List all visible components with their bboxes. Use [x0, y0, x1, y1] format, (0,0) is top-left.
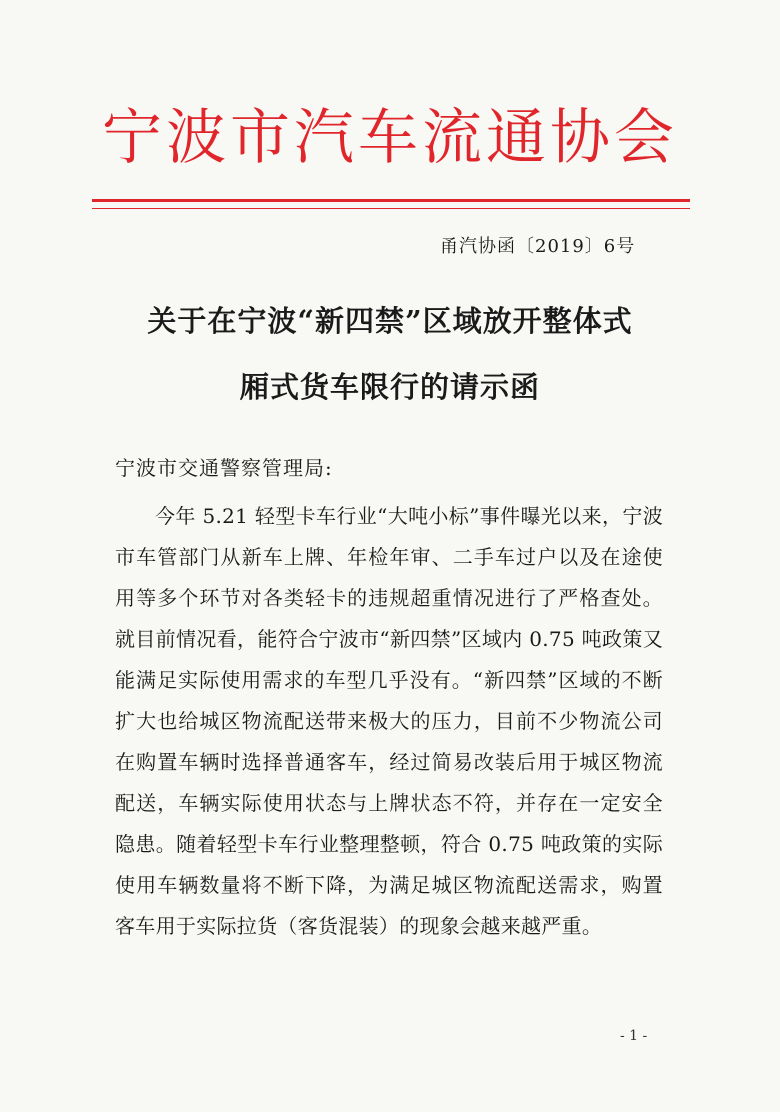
masthead-rule-thin [92, 208, 690, 209]
document-title-line1: 关于在宁波“新四禁”区域放开整体式 [147, 304, 633, 338]
addressee: 宁波市交通警察管理局: [115, 456, 333, 480]
organization-masthead: 宁波市汽车流通协会 [102, 103, 678, 173]
masthead-rule-thick [92, 199, 690, 202]
document-number: 甬汽协函〔2019〕6号 [440, 236, 636, 257]
document-title-line2: 厢式货车限行的请示函 [239, 370, 540, 404]
body-paragraph: 今年 5.21 轻型卡车行业“大吨小标”事件曝光以来，宁波市车管部门从新车上牌、年检年审、二手车过户以及在途使用等多个环节对各类轻卡的违规超重情况进行了严格查处。就目前情况看，能符合宁波市“新四禁”区域内 0.75 吨政策又能满足实际使用需求的车型几乎没有。“新四禁”区域的不断扩大也给城区物流配送带来极大的压力，目前不少物流公司在购置车辆时选择普通客车，经过简易改装后用于城区物流配送，车辆实际使用状态与上牌状态不符，并存在一定安全隐患。随着轻型卡车行业整理整顿，符合 0.75 吨政策的实际使用车辆数量将不断下降，为满足城区物流配送需求，购置客车用于实际拉货（客货混装）的现象会越来越严重。 [115, 504, 663, 938]
page-number: - 1 - [620, 1028, 648, 1044]
